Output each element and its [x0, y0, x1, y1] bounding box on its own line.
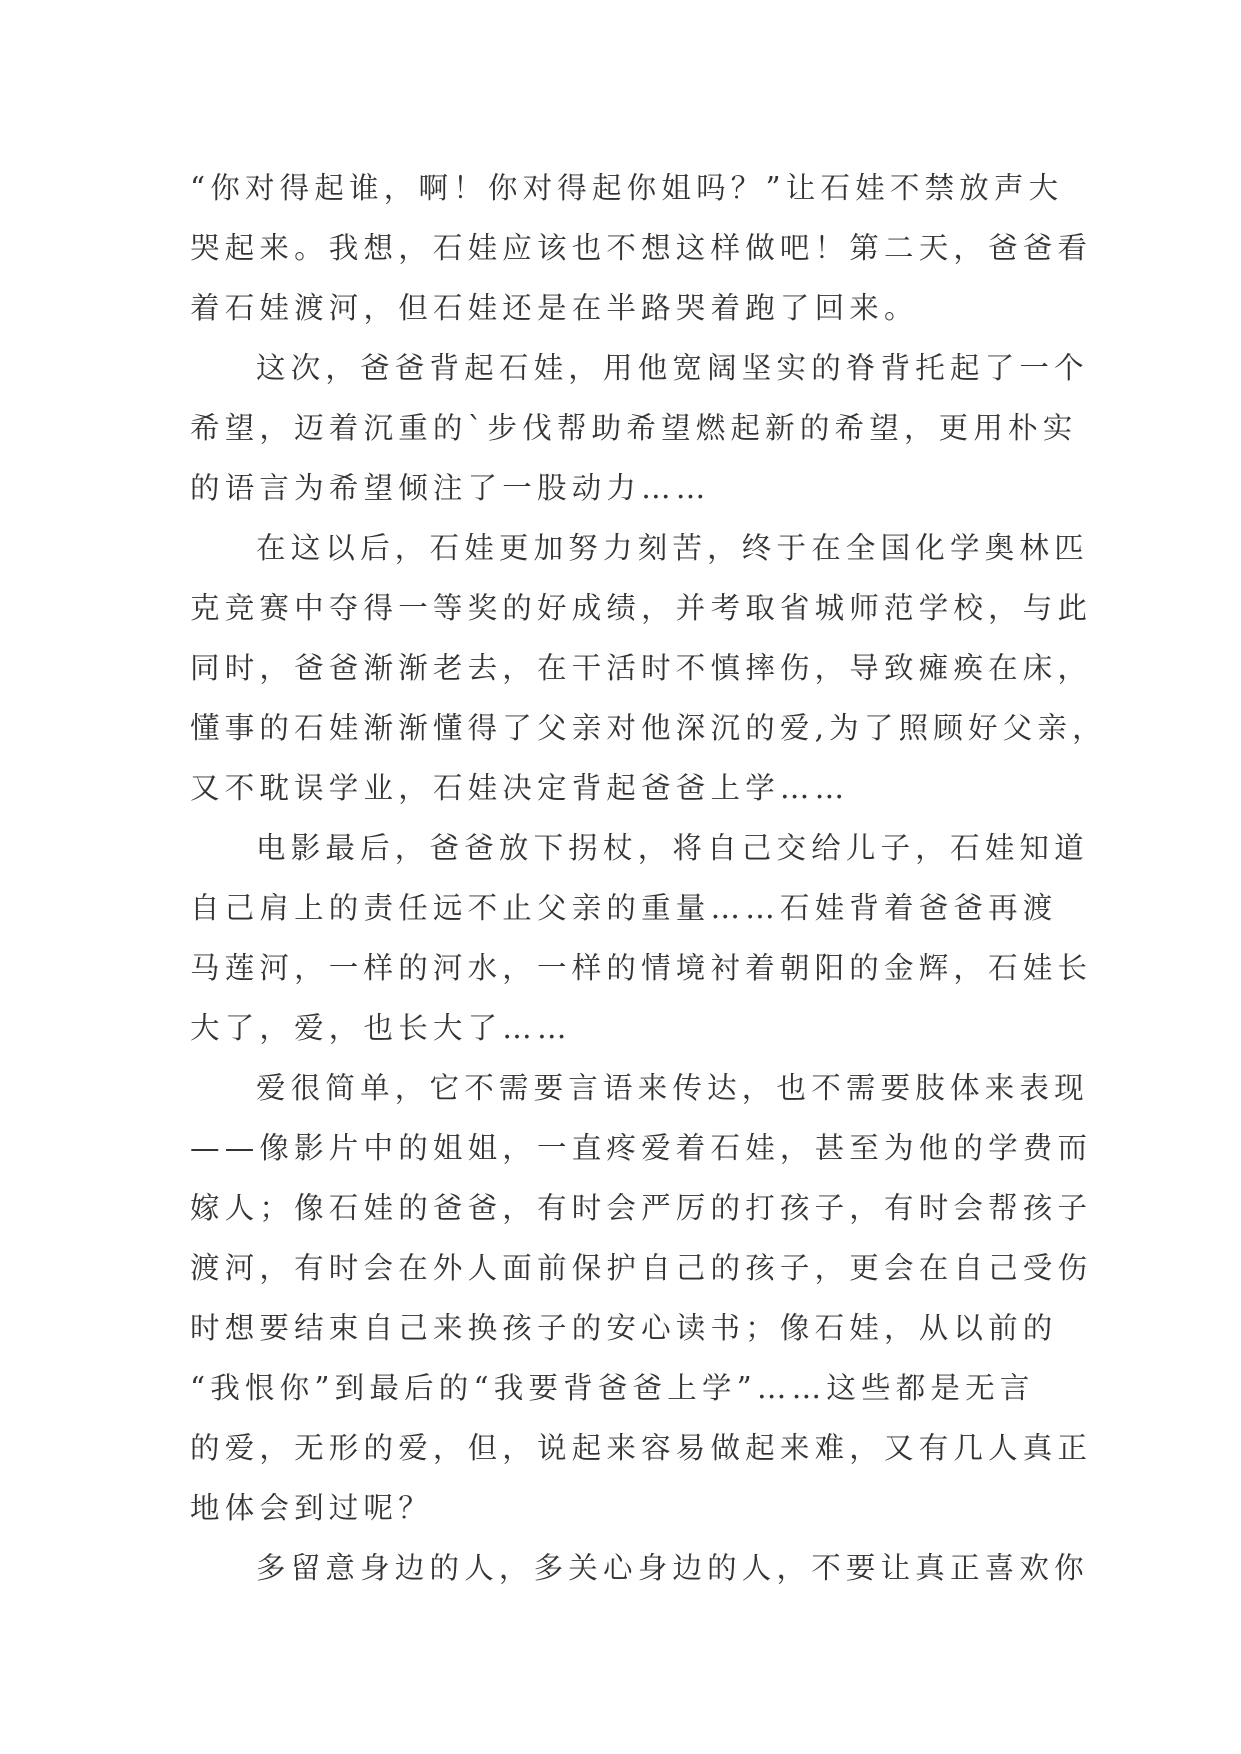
text-line: 大了，爱，也长大了…… [190, 1011, 572, 1045]
text-line: 的爱，无形的爱，但，说起来容易做起来难，又有几人真正 [190, 1431, 1093, 1465]
text-line: 又不耽误学业，石娃决定背起爸爸上学…… [190, 771, 850, 805]
article-body [190, 158, 1107, 1598]
text-line: “你对得起谁，啊！你对得起你姐吗？”让石娃不禁放声大 [190, 171, 1064, 205]
paragraph-start-line: 多留意身边的人，多关心身边的人，不要让真正喜欢你 [256, 1551, 1089, 1585]
text-line: 时想要结束自己来换孩子的安心读书；像石娃，从以前的 [190, 1311, 1058, 1345]
text-line: 克竞赛中夺得一等奖的好成绩，并考取省城师范学校，与此 [190, 591, 1093, 625]
text-line: 嫁人；像石娃的爸爸，有时会严厉的打孩子，有时会帮孩子 [190, 1191, 1093, 1225]
text-line: 哭起来。我想，石娃应该也不想这样做吧！第二天，爸爸看 [190, 231, 1093, 265]
text-line: 希望，迈着沉重的`步伐帮助希望燃起新的希望，更用朴实 [190, 411, 1078, 445]
paragraph-start-line: 爱很简单，它不需要言语来传达，也不需要肢体来表现 [256, 1071, 1089, 1105]
text-line: 马莲河，一样的河水，一样的情境衬着朝阳的金辉，石娃长 [190, 951, 1093, 985]
text-line: 渡河，有时会在外人面前保护自己的孩子，更会在自己受伤 [190, 1251, 1093, 1285]
text-line: 同时，爸爸渐渐老去，在干活时不慎摔伤，导致瘫痪在床， [190, 651, 1093, 685]
paragraph-start-line: 这次，爸爸背起石娃，用他宽阔坚实的脊背托起了一个 [256, 351, 1089, 385]
text-line: 自己肩上的责任远不止父亲的重量……石娃背着爸爸再渡 [190, 891, 1058, 925]
text-line: 地体会到过呢？ [190, 1491, 433, 1525]
text-line: 着石娃渡河，但石娃还是在半路哭着跑了回来。 [190, 291, 919, 325]
paragraph-start-line: 电影最后，爸爸放下拐杖，将自己交给儿子，石娃知道 [256, 831, 1089, 865]
text-line: 的语言为希望倾注了一股动力…… [190, 471, 711, 505]
text-line: 懂事的石娃渐渐懂得了父亲对他深沉的爱,为了照顾好父亲， [190, 711, 1107, 745]
text-line: “我恨你”到最后的“我要背爸爸上学”……这些都是无言 [190, 1371, 1035, 1405]
paragraph-start-line: 在这以后，石娃更加努力刻苦，终于在全国化学奥林匹 [256, 531, 1089, 565]
text-line: ——像影片中的姐姐，一直疼爱着石娃，甚至为他的学费而 [190, 1131, 1093, 1165]
